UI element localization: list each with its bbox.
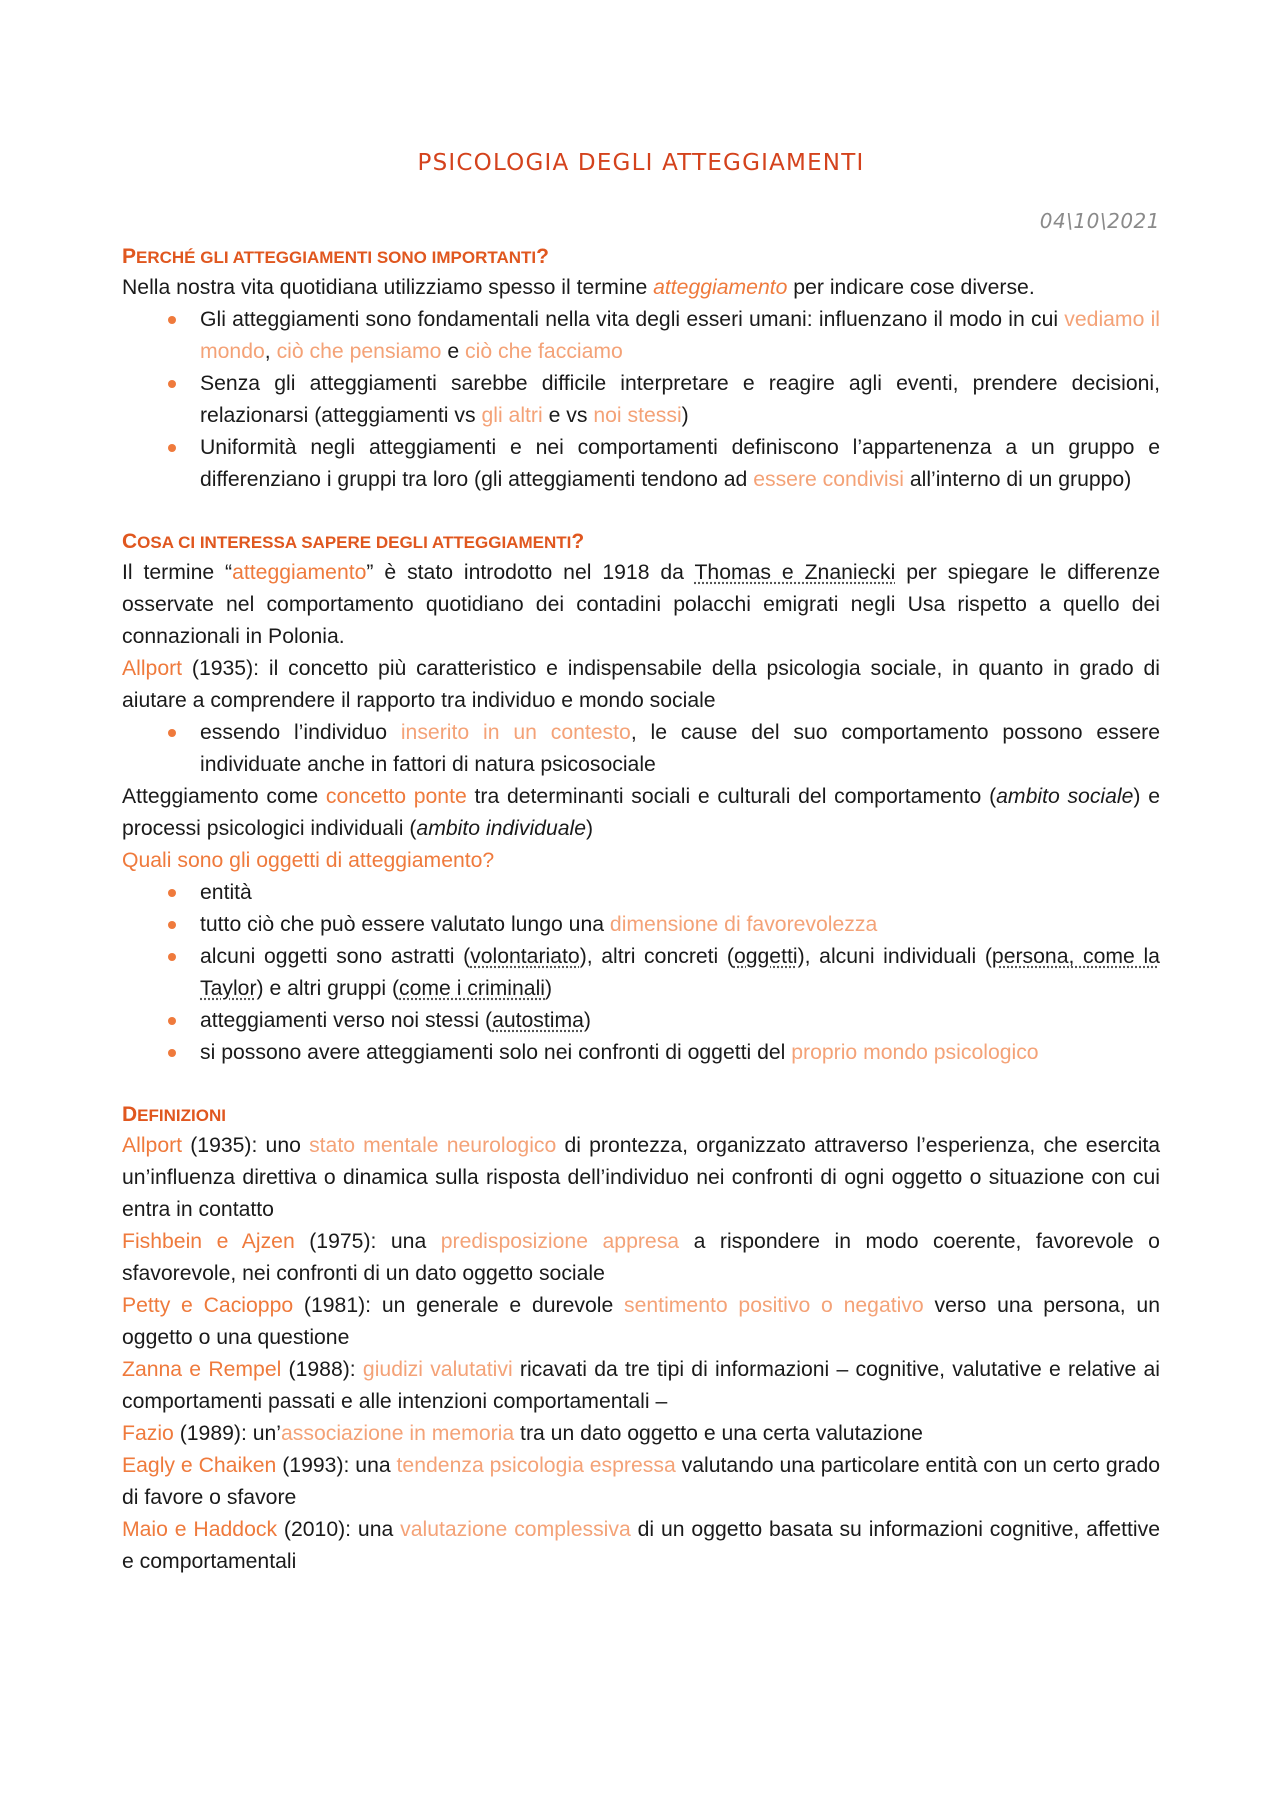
highlight-term: inserito in un contesto <box>400 721 631 744</box>
section-interest <box>122 528 1160 1069</box>
text: si possono avere atteggiamenti solo nei confronti di oggetti del <box>200 1041 792 1064</box>
text: per indicare cose diverse. <box>787 276 1035 299</box>
spacer <box>122 496 1160 528</box>
highlight-term: tendenza psicologia espressa <box>396 1454 676 1477</box>
underlined-term: persona, come la Taylor <box>200 945 1160 1000</box>
underlined-term: oggetti <box>733 945 798 968</box>
underlined-term: autostima <box>492 1009 584 1032</box>
heading-initial: P <box>122 245 137 268</box>
text: ), alcuni individuali ( <box>797 945 992 968</box>
allport-paragraph <box>122 653 1160 717</box>
list-item <box>200 432 1160 496</box>
list-item <box>200 1037 1160 1069</box>
highlight-term: ciò che pensiamo <box>276 340 442 363</box>
section-importance <box>122 243 1160 496</box>
allport-list <box>122 717 1160 781</box>
author-name: Fishbein e Ajzen <box>122 1230 295 1253</box>
text: di un oggetto basata su informazioni cognitive, affettive e comportamentali <box>122 1518 1160 1573</box>
text: verso una persona, un oggetto o una questione <box>122 1294 1161 1349</box>
text: tutto ciò che può essere valutato lungo una <box>200 913 610 936</box>
highlight-term: sentimento positivo o negativo <box>624 1294 924 1317</box>
objects-question: Quali sono gli oggetti di atteggiamento? <box>122 849 495 872</box>
text: Gli atteggiamenti sono fondamentali nella vita degli esseri umani: influenzano il modo in cui <box>200 308 1065 331</box>
intro-paragraph <box>122 272 1160 304</box>
text: , le cause del suo comportamento possono essere individuate anche in fattori di natura psicosociale <box>200 721 1160 776</box>
list-item <box>200 877 1160 909</box>
highlight-term: dimensione di favorevolezza <box>609 913 878 936</box>
highlight-term: ciò che facciamo <box>465 340 623 363</box>
heading-smallcaps: EFINIZIONI <box>137 1106 226 1125</box>
list-item <box>200 1005 1160 1037</box>
list-item <box>200 717 1160 781</box>
highlight-term: atteggiamento <box>232 561 367 584</box>
text: (1993): una <box>276 1454 397 1477</box>
text: ricavati da tre tipi di informazioni – cognitive, valutative e relative ai comportamenti passati e alle intenzioni comportamentali – <box>122 1358 1160 1413</box>
definition-item <box>122 1450 1160 1514</box>
highlight-term: vediamo il mondo <box>200 308 1160 363</box>
section-heading-definitions <box>122 1101 1160 1130</box>
definition-item <box>122 1290 1160 1354</box>
heading-initial: D <box>122 1103 138 1126</box>
text: (1988): <box>281 1358 363 1381</box>
text: a rispondere in modo coerente, favorevole o sfavorevole, nei confronti di un dato oggetto sociale <box>122 1230 1160 1285</box>
definition-item <box>122 1514 1160 1578</box>
text: tra determinanti sociali e culturali del comportamento ( <box>466 785 997 808</box>
text: valutando una particolare entità con un certo grado di favore o sfavore <box>122 1454 1161 1509</box>
highlight-term: associazione in memoria <box>281 1422 515 1445</box>
text: essendo l’individuo <box>200 721 401 744</box>
text: per spiegare le differenze osservate nel comportamento quotidiano dei contadini polacchi emigrati negli Usa rispetto a quello dei connazionali in Polonia. <box>122 561 1160 648</box>
list-item <box>200 909 1160 941</box>
text: (1981): un generale e durevole <box>293 1294 625 1317</box>
section-heading-importance <box>122 243 1160 272</box>
highlight-term: atteggiamento <box>653 276 788 299</box>
highlight-term: essere condivisi <box>753 468 904 491</box>
text: (1975): una <box>294 1230 441 1253</box>
text: di prontezza, organizzato attraverso l’esperienza, che esercita un’influenza direttiva o dinamica sulla risposta dell’individuo nei confronti di ogni oggetto o situazione con cui entra in contatto <box>122 1134 1160 1221</box>
text: e vs <box>542 404 594 427</box>
bridge-concept-paragraph <box>122 781 1160 845</box>
section-heading-interest <box>122 528 1160 557</box>
objects-list <box>122 877 1160 1069</box>
text: ” è stato introdotto nel 1918 da <box>366 561 695 584</box>
highlight-term: giudizi valutativi <box>362 1358 513 1381</box>
heading-question-mark: ? <box>536 245 549 268</box>
highlight-term: proprio mondo psicologico <box>791 1041 1039 1064</box>
text: e <box>441 340 466 363</box>
author-name: Fazio <box>122 1422 174 1445</box>
definition-item <box>122 1418 1160 1450</box>
definition-item <box>122 1354 1160 1418</box>
text: Il termine “ <box>122 561 233 584</box>
text: entità <box>200 881 252 904</box>
text: atteggiamenti verso noi stessi ( <box>200 1009 493 1032</box>
text: (1935): uno <box>182 1134 310 1157</box>
italic-term: ambito sociale <box>996 785 1134 808</box>
text: (1989): un’ <box>173 1422 281 1445</box>
text: Senza gli atteggiamenti sarebbe difficile interpretare e reagire agli eventi, prendere decisioni, relazionarsi (atteggiamenti vs <box>200 372 1160 427</box>
author-name: Eagly e Chaiken <box>122 1454 277 1477</box>
text: Uniformità negli atteggiamenti e nei comportamenti definiscono l’appartenenza a un gruppo e differenziano i gruppi tra loro (gli atteggiamenti tendono ad <box>200 436 1160 491</box>
highlight-term: noi stessi <box>593 404 682 427</box>
text: ), altri concreti ( <box>579 945 734 968</box>
list-item <box>200 368 1160 432</box>
history-paragraph <box>122 557 1160 653</box>
author-name: Allport <box>122 1134 183 1157</box>
text: ) <box>681 404 689 427</box>
text: ) <box>545 977 553 1000</box>
text: all’interno di un gruppo) <box>903 468 1132 491</box>
heading-smallcaps: OSA CI INTERESSA SAPERE DEGLI ATTEGGIAMENTI <box>137 533 572 552</box>
list-item <box>200 304 1160 368</box>
italic-term: ambito individuale <box>416 817 587 840</box>
highlight-term: stato mentale neurologico <box>309 1134 557 1157</box>
highlight-term: concetto ponte <box>325 785 467 808</box>
text: Atteggiamento come <box>122 785 326 808</box>
text: alcuni oggetti sono astratti ( <box>200 945 471 968</box>
text: ) <box>586 817 594 840</box>
underlined-term: come i criminali <box>399 977 546 1000</box>
text: Nella nostra vita quotidiana utilizziamo spesso il termine <box>122 276 654 299</box>
highlight-term: predisposizione appresa <box>440 1230 680 1253</box>
heading-initial: C <box>122 530 138 553</box>
author-name: Zanna e Rempel <box>122 1358 282 1381</box>
text: (1935): il concetto più caratteristico e indispensabile della psicologia sociale, in quanto in grado di aiutare a comprendere il rapporto tra individuo e mondo sociale <box>122 657 1160 712</box>
text: ) <box>583 1009 591 1032</box>
definition-item <box>122 1130 1160 1226</box>
text: tra un dato oggetto e una certa valutazione <box>514 1422 923 1445</box>
highlight-term: valutazione complessiva <box>400 1518 631 1541</box>
heading-smallcaps: ERCHÉ GLI ATTEGGIAMENTI SONO IMPORTANTI <box>136 248 537 267</box>
document-date: 04\10\2021 <box>1039 209 1160 233</box>
text: ) e processi psicologici individuali ( <box>122 785 1160 840</box>
highlight-term: gli altri <box>481 404 543 427</box>
definition-item <box>122 1226 1160 1290</box>
author-name: Maio e Haddock <box>122 1518 278 1541</box>
heading-question-mark: ? <box>571 530 585 553</box>
author-name: Petty e Cacioppo <box>122 1294 294 1317</box>
section-definitions <box>122 1101 1160 1578</box>
text: ) e altri gruppi ( <box>256 977 400 1000</box>
text: (2010): una <box>277 1518 401 1541</box>
importance-list <box>122 304 1160 496</box>
document-title: PSICOLOGIA DEGLI ATTEGGIAMENTI <box>417 150 865 176</box>
list-item <box>200 941 1160 1005</box>
underlined-term: volontariato <box>470 945 580 968</box>
spacer <box>122 1069 1160 1101</box>
author-name: Allport <box>122 657 183 680</box>
underlined-term: Thomas e Znaniecki <box>694 561 896 584</box>
text: , <box>264 340 277 363</box>
